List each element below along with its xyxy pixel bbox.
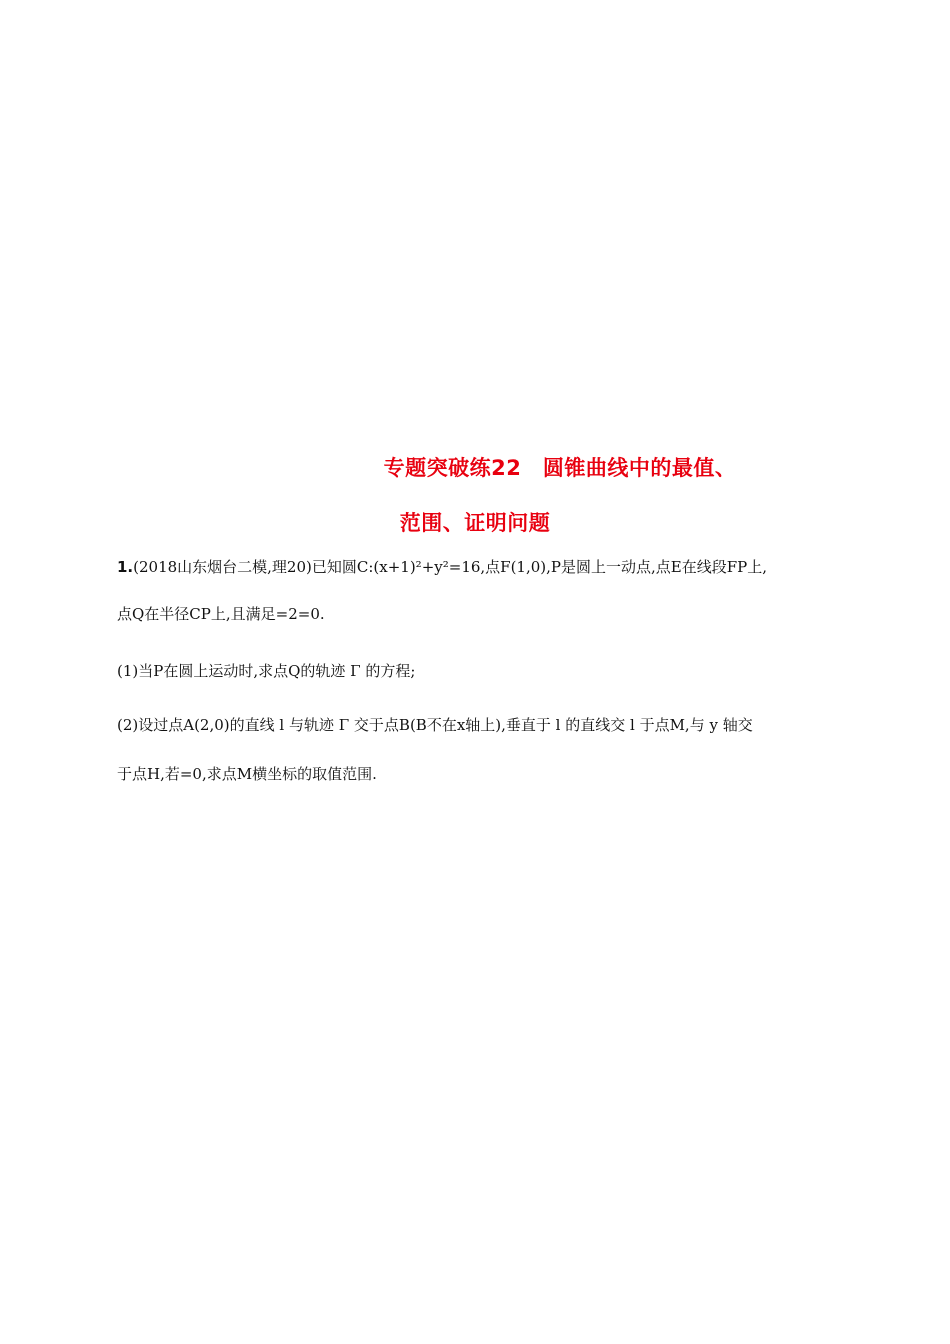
problem-part-2-line-2: 于点H,若=0,求点M横坐标的取值范围.: [117, 765, 377, 783]
problem-statement-line-1: [117, 556, 833, 578]
document-title-line-1: 专题突破练22 圆锥曲线中的最值、: [383, 456, 737, 480]
problem-number: 1.: [117, 558, 134, 576]
document-title-line-2: 范围、证明问题: [399, 511, 551, 535]
problem-text-line-1: (2018山东烟台二模,理20)已知圆C:(x+1)²+y²=16,点F(1,0),P是圆上一动点,点E在线段FP上,: [133, 558, 767, 576]
problem-statement-line-2: 点Q在半径CP上,且满足=2=0.: [117, 605, 325, 623]
problem-part-1: (1)当P在圆上运动时,求点Q的轨迹 Γ 的方程;: [117, 662, 416, 680]
problem-part-2-line-1: (2)设过点A(2,0)的直线 l 与轨迹 Γ 交于点B(B不在x轴上),垂直于 l 的直线交 l 于点M,与 y 轴交: [117, 716, 753, 734]
